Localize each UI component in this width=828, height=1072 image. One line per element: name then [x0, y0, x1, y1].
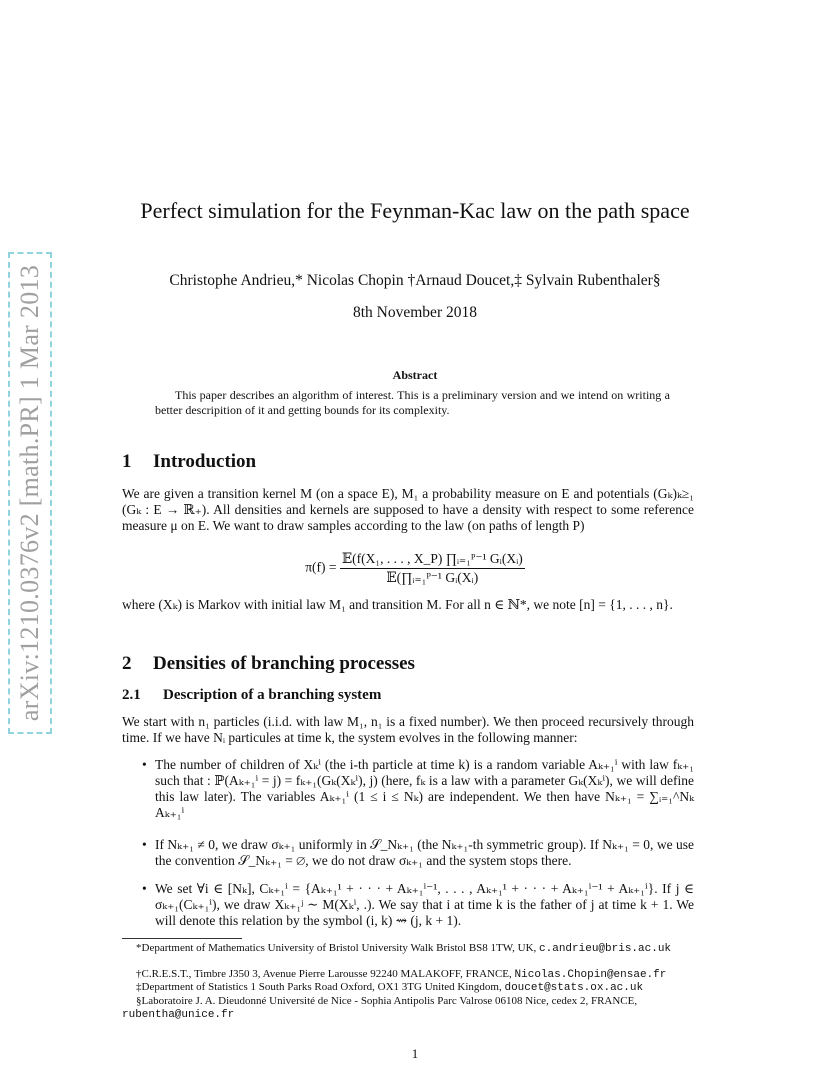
branching-paragraph: We start with n₁ particles (i.i.d. with law M₁, n₁ is a fixed number). We then proceed recursively through time. If we have Nᵢ particules at time k, the system evolves in the following manner:: [122, 714, 694, 745]
section-heading-introduction: [122, 451, 256, 473]
section-heading-densities: [122, 653, 415, 675]
footnote-text: ‡Department of Statistics 1 South Parks Road Oxford, OX1 3TG United Kingdom,: [136, 981, 502, 993]
intro-paragraph: We are given a transition kernel M (on a space E), M₁ a probability measure on E and potentials (Gₖ)ₖ≥₁ (Gₖ : E → ℝ₊). All densities and kernels are supposed to have a density with respect to some reference measure μ on E. We want to draw samples according to the law (on paths of length P): [122, 486, 694, 533]
bullet-marker: •: [142, 757, 147, 772]
abstract-text: This paper describes an algorithm of interest. This is a preliminary version and we intend on writing a better descripition of it and getting bounds for its complexity.: [155, 388, 670, 417]
list-item: We set ∀i ∈ [Nₖ], Cₖ₊₁ⁱ = {Aₖ₊₁¹ + · · · + Aₖ₊₁ⁱ⁻¹, . . . , Aₖ₊₁¹ + · · · + Aₖ₊₁ⁱ⁻¹ + Aₖ₊₁ⁱ}. If j ∈ σₖ₊₁(Cₖ₊₁ⁱ), we draw Xₖ₊₁ʲ ∼ M(Xₖⁱ, .). We say that i at time k is the father of j at time k + 1. We will denote this relation by the symbol (i, k) ⇝ (j, k + 1).: [155, 881, 694, 928]
feynman-kac-equation: [290, 551, 540, 586]
section-number: 1: [122, 451, 132, 472]
author-list: Christophe Andrieu,* Nicolas Chopin †Arnaud Doucet,‡ Sylvain Rubenthaler§: [169, 272, 661, 289]
bullet-marker: •: [142, 837, 147, 852]
paper-date: 8th November 2018: [353, 304, 477, 321]
footnote-text: *Department of Mathematics University of Bristol University Walk Bristol BS8 1TW, UK,: [136, 942, 537, 954]
footnote-3: [122, 981, 694, 995]
footnote-email[interactable]: rubentha@unice.fr: [122, 1009, 235, 1021]
bullet-marker: •: [142, 881, 147, 896]
subsection-heading: [122, 687, 381, 704]
subsection-number: 2.1: [122, 687, 141, 703]
section-number: 2: [122, 653, 132, 674]
footnote-4: [122, 995, 694, 1022]
footnote-email[interactable]: doucet@stats.ox.ac.uk: [504, 982, 644, 994]
intro-paragraph-2: where (Xₖ) is Markov with initial law M₁ and transition M. For all n ∈ ℕ*, we note [n] = {1, . . . , n}.: [122, 597, 673, 612]
footnote-rule: [122, 938, 242, 939]
subsection-title: Description of a branching system: [163, 687, 382, 703]
paper-title: Perfect simulation for the Feynman-Kac law on the path space: [140, 198, 690, 223]
page-number: 1: [411, 1046, 419, 1061]
section-title: Introduction: [153, 451, 257, 472]
arxiv-stamp: arXiv:1210.0376v2 [math.PR] 1 Mar 2013: [15, 264, 44, 722]
footnote-email[interactable]: Nicolas.Chopin@ensae.fr: [514, 969, 667, 981]
footnote-text: §Laboratoire J. A. Dieudonné Université de Nice - Sophia Antipolis Parc Valrose 06108 Nice, cedex 2, FRANCE,: [136, 995, 638, 1007]
abstract-heading: Abstract: [392, 368, 438, 382]
equation-lhs: π(f) =: [305, 559, 337, 575]
footnote-1: [122, 942, 694, 956]
equation-numerator: 𝔼(f(X₁, . . . , X_P) ∏ᵢ₌₁ᴾ⁻¹ Gᵢ(Xᵢ): [340, 551, 525, 569]
footnote-2: [122, 968, 694, 982]
equation-fraction: [340, 551, 525, 586]
section-title: Densities of branching processes: [153, 653, 415, 674]
footnote-text: †C.R.E.S.T., Timbre J350 3, Avenue Pierre Larousse 92240 MALAKOFF, FRANCE,: [136, 968, 512, 980]
list-item: If Nₖ₊₁ ≠ 0, we draw σₖ₊₁ uniformly in 𝒮_Nₖ₊₁ (the Nₖ₊₁-th symmetric group). If Nₖ₊₁ = 0, we use the convention 𝒮_Nₖ₊₁ = ∅, we do not draw σₖ₊₁ and the system stops there.: [155, 837, 694, 868]
equation-denominator: 𝔼(∏ᵢ₌₁ᴾ⁻¹ Gᵢ(Xᵢ): [386, 570, 479, 585]
list-item: The number of children of Xₖⁱ (the i-th particle at time k) is a random variable Aₖ₊₁ⁱ with law fₖ₊₁ such that : ℙ(Aₖ₊₁ⁱ = j) = fₖ₊₁(Gₖ(Xₖⁱ), j) (here, fₖ is a law with a parameter Gₖ(Xₖⁱ), we will define this law later). The variables Aₖ₊₁ⁱ (1 ≤ i ≤ Nₖ) are independent. We then have Nₖ₊₁ = ∑ᵢ₌₁^Nₖ Aₖ₊₁ⁱ: [155, 757, 694, 820]
footnote-email[interactable]: c.andrieu@bris.ac.uk: [539, 943, 672, 955]
